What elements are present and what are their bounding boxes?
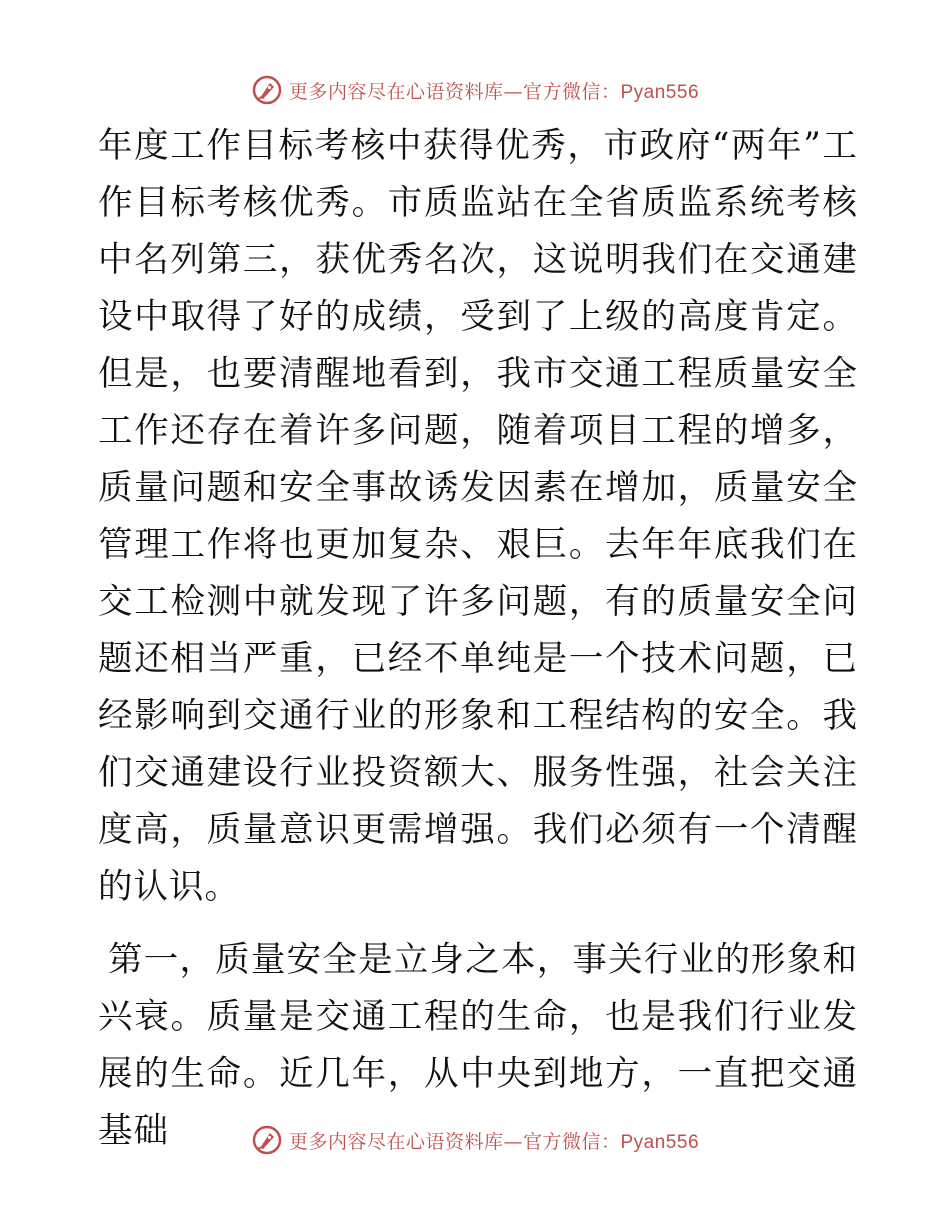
paragraph-1: 年度工作目标考核中获得优秀，市政府“两年”工作目标考核优秀。市质监站在全省质监系统考核中名列第三，获优秀名次，这说明我们在交通建设中取得了好的成绩，受到了上级的高度肯定。但是，也要清醒地看到，我市交通工程质量安全工作还存在着许多问题，随着项目工程的增多，质量问题和安全事故诱发因素在增加，质量安全管理工作将也更加复杂、艰巨。去年年底我们在交工检测中就发现了许多问题，有的质量安全问题还相当严重，已经不单纯是一个技术问题，已经影响到交通行业的形象和工程结构的安全。我们交通建设行业投资额大、服务性强，社会关注度高，质量意识更需增强。我们必须有一个清醒的认识。	[98, 126, 858, 907]
fountain-pen-nib-icon	[251, 74, 283, 106]
header-banner	[0, 70, 950, 110]
header-wechat-id: Pyan556	[620, 81, 700, 103]
paragraph-2: 第一，质量安全是立身之本，事关行业的形象和兴衰。质量是交通工程的生命，也是我们行业发展的生命。近几年，从中央到地方，一直把交通基础	[98, 940, 858, 1151]
footer-wechat-id: Pyan556	[620, 1131, 700, 1153]
document-body	[98, 118, 858, 1160]
fountain-pen-nib-icon	[251, 1124, 283, 1156]
footer-banner	[0, 1120, 950, 1160]
footer-banner-text: 更多内容尽在心语资料库—官方微信：Pyan556	[288, 1130, 700, 1153]
header-banner-text: 更多内容尽在心语资料库—官方微信：Pyan556	[288, 80, 700, 103]
